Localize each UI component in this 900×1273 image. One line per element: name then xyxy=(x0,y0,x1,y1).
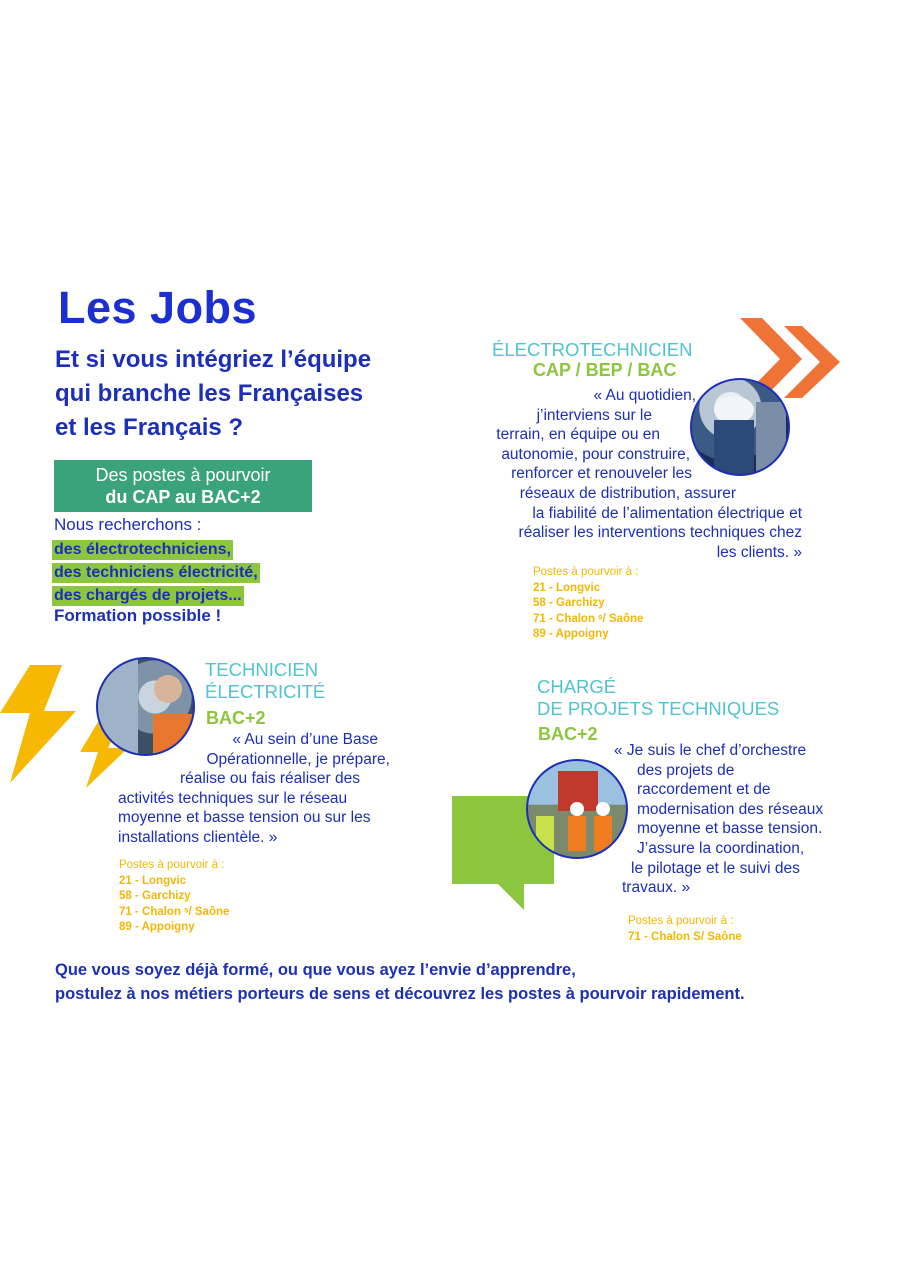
quote-line: modernisation des réseaux xyxy=(637,800,824,818)
quote-line: la fiabilité de l’alimentation électrique et xyxy=(532,504,802,522)
highlight-charges: des chargés de projets... xyxy=(54,587,242,604)
quote-line: raccordement et de xyxy=(637,781,771,799)
job-title-line: DE PROJETS TECHNIQUES xyxy=(537,698,780,719)
quote-line: J’assure la coordination, xyxy=(637,839,805,857)
quote-line: « Au sein d’une Base xyxy=(232,731,378,748)
highlight-electrotechniciens: des électrotechniciens, xyxy=(54,541,231,558)
job-degree-charge: BAC+2 xyxy=(538,724,598,744)
subtitle-line: et les Français ? xyxy=(55,414,244,441)
job-degree-technicien: BAC+2 xyxy=(206,708,266,728)
poste-location: 71 - Chalon ˢ/ Saône xyxy=(533,612,644,625)
quote-line: j’interviens sur le xyxy=(536,406,652,424)
lightning-bolt-icon xyxy=(0,665,80,785)
postes-banner-line: Des postes à pourvoir xyxy=(95,465,271,485)
charge-photo xyxy=(526,759,628,859)
quote-line: « Au quotidien, xyxy=(593,387,696,404)
electrotechnicien-postes xyxy=(533,565,643,643)
technicien-postes xyxy=(119,858,229,936)
postes-banner xyxy=(54,460,312,512)
quote-line: installations clientèle. » xyxy=(118,828,278,846)
subtitle-line: Et si vous intégriez l’équipe xyxy=(55,346,372,373)
poste-location: 71 - Chalon ˢ/ Saône xyxy=(119,905,230,918)
quote-line: autonomie, pour construire, xyxy=(501,445,690,463)
footer-text xyxy=(55,958,745,1006)
subtitle-line: qui branche les Françaises xyxy=(55,380,364,407)
footer-line: Que vous soyez déjà formé, ou que vous ayez l’envie d’apprendre, xyxy=(55,961,576,979)
job-title-technicien xyxy=(205,659,325,703)
poste-location: 58 - Garchizy xyxy=(533,597,605,609)
job-title-electrotechnicien: ÉLECTROTECHNICIEN xyxy=(492,339,693,360)
postes-heading: Postes à pourvoir à : xyxy=(628,915,734,927)
quote-line: le pilotage et le suivi des xyxy=(631,859,800,877)
page-subtitle xyxy=(55,343,455,445)
electrotechnicien-quote xyxy=(462,386,802,562)
quote-line: activités techniques sur le réseau xyxy=(118,789,348,807)
job-title-charge xyxy=(537,676,779,720)
postes-heading: Postes à pourvoir à : xyxy=(119,859,225,871)
quote-line: renforcer et renouveler les xyxy=(511,465,692,483)
quote-line: « Je suis le chef d’orchestre xyxy=(614,742,807,759)
poste-location: 71 - Chalon S/ Saône xyxy=(628,930,742,943)
recherche-label: Nous recherchons : xyxy=(54,515,202,534)
quote-line: réalise ou fais réaliser des xyxy=(179,770,360,788)
quote-line: moyenne et basse tension ou sur les xyxy=(118,809,371,827)
quote-line: les clients. » xyxy=(716,543,802,561)
poste-location: 89 - Appoigny xyxy=(119,921,195,933)
highlight-techniciens: des techniciens électricité, xyxy=(54,564,258,581)
quote-line: moyenne et basse tension. xyxy=(637,820,823,838)
footer-line: postulez à nos métiers porteurs de sens et découvrez les postes à pourvoir rapidement. xyxy=(55,985,745,1003)
charge-postes xyxy=(628,914,742,945)
job-title-line: TECHNICIEN xyxy=(205,659,319,680)
poste-location: 21 - Longvic xyxy=(119,874,187,887)
quote-line: des projets de xyxy=(637,761,735,779)
quote-line: réaliser les interventions techniques chez xyxy=(518,524,802,542)
postes-banner-degree: du CAP au BAC+2 xyxy=(105,487,261,507)
job-degree-electrotechnicien: CAP / BEP / BAC xyxy=(533,360,677,380)
formation-note: Formation possible ! xyxy=(54,606,222,625)
charge-quote xyxy=(614,741,850,898)
job-title-line: ÉLECTRICITÉ xyxy=(205,681,326,702)
poste-location: 89 - Appoigny xyxy=(533,628,609,640)
poste-location: 58 - Garchizy xyxy=(119,890,191,902)
quote-line: terrain, en équipe ou en xyxy=(496,426,660,444)
technicien-quote xyxy=(118,730,394,848)
quote-line: travaux. » xyxy=(622,879,691,897)
postes-heading: Postes à pourvoir à : xyxy=(533,566,639,578)
job-title-line: CHARGÉ xyxy=(537,676,617,697)
quote-line: Opérationnelle, je prépare, xyxy=(206,750,390,768)
quote-line: réseaux de distribution, assurer xyxy=(519,484,736,502)
poste-location: 21 - Longvic xyxy=(533,581,601,594)
page-title: Les Jobs xyxy=(58,282,258,333)
